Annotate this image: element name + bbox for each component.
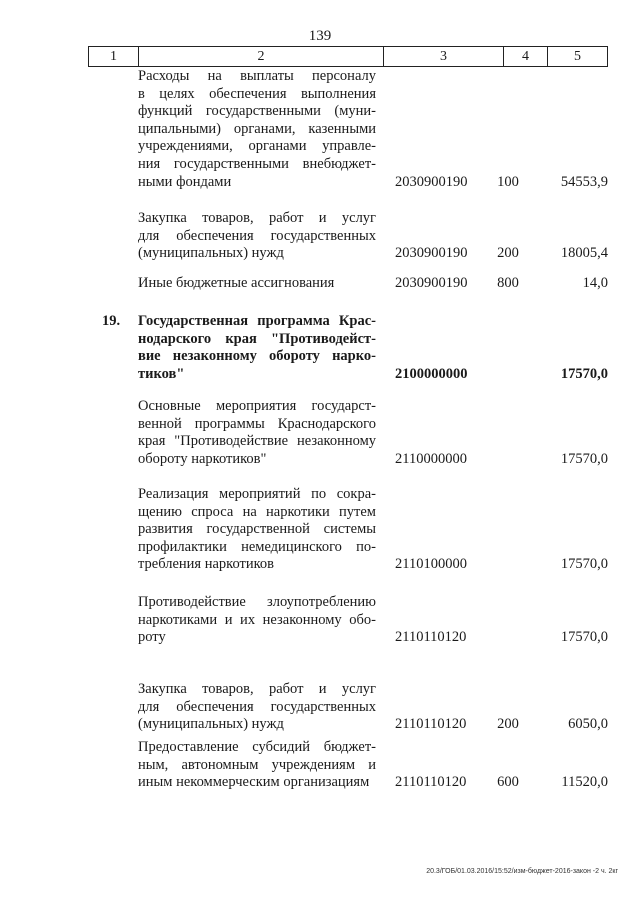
row-expense-type: 200	[497, 245, 519, 262]
row-number: 19.	[102, 313, 121, 329]
row-name-line: ципальными) органами, казенными	[138, 120, 376, 137]
row-name-line: в целях обеспечения выполнения	[138, 85, 376, 102]
table-row	[88, 739, 608, 792]
row-name-line: венной программы Краснодарского	[138, 415, 376, 432]
row-name-line: Государственная программа Крас-	[138, 313, 376, 329]
table-row	[88, 594, 608, 647]
row-expense-type: 100	[497, 173, 519, 190]
row-name	[138, 739, 376, 792]
table-row	[88, 210, 608, 263]
table-row	[88, 68, 608, 191]
row-name-line: роту	[138, 629, 166, 646]
table-row	[88, 398, 608, 468]
row-code: 2030900190	[395, 275, 468, 291]
row-code: 2110100000	[395, 556, 467, 573]
row-amount: 17570,0	[560, 556, 608, 573]
row-expense-type: 800	[497, 275, 519, 291]
row-name-line: Иные бюджетные ассигнования	[138, 275, 335, 291]
header-col-1: 1	[88, 47, 138, 66]
row-name-line: для обеспечения государственных	[138, 227, 376, 244]
row-code: 2110110120	[395, 629, 467, 646]
row-name	[138, 313, 376, 383]
row-name-line: для обеспечения государственных	[138, 698, 376, 715]
header-col-4: 4	[503, 47, 547, 66]
row-code: 2110110120	[395, 716, 467, 733]
row-name-line: нодарского края "Противодейст-	[138, 330, 376, 347]
row-name-line: тиков"	[138, 365, 185, 382]
row-name	[138, 210, 376, 263]
header-col-3: 3	[383, 47, 503, 66]
row-name	[138, 398, 376, 468]
row-amount: 11520,0	[561, 774, 608, 791]
row-name-line: Закупка товаров, работ и услуг	[138, 210, 376, 226]
row-amount: 14,0	[582, 275, 608, 291]
row-name-line: ным, автономным учреждениям и	[138, 756, 376, 773]
row-name-line: (муниципальных) нужд	[138, 245, 284, 262]
row-name	[138, 275, 376, 293]
row-name-line: наркотиками и их незаконному обо-	[138, 611, 376, 628]
table-row	[88, 486, 608, 574]
row-expense-type: 200	[497, 716, 519, 733]
row-name-line: ными фондами	[138, 173, 232, 190]
table-row	[88, 275, 608, 293]
page-number: 139	[308, 28, 332, 44]
row-name-line: Противодействие злоупотреблению	[138, 594, 376, 610]
row-code: 2030900190	[395, 245, 468, 262]
table-header	[88, 46, 608, 67]
row-name-line: Предоставление субсидий бюджет-	[138, 739, 376, 755]
row-code: 2110110120	[395, 774, 467, 791]
row-amount: 17570,0	[560, 365, 608, 382]
row-expense-type: 600	[497, 774, 519, 791]
row-amount: 6050,0	[568, 716, 608, 733]
row-name-line: учреждениями, органами управле-	[138, 138, 376, 155]
row-name-line: Расходы на выплаты персоналу	[138, 68, 376, 84]
row-name	[138, 68, 376, 191]
row-name-line: края "Противодействие незаконному	[138, 433, 376, 450]
row-code: 2100000000	[395, 365, 468, 382]
row-amount: 18005,4	[560, 245, 608, 262]
row-amount: 54553,9	[560, 173, 608, 190]
row-name-line: Закупка товаров, работ и услуг	[138, 681, 376, 697]
row-name	[138, 486, 376, 574]
row-name-line: требления наркотиков	[138, 556, 275, 573]
row-name-line: ния государственными внебюджет-	[138, 155, 376, 172]
row-name-line: Основные мероприятия государст-	[138, 398, 376, 414]
row-code: 2110000000	[395, 450, 467, 467]
header-col-5: 5	[547, 47, 608, 66]
row-name	[138, 681, 376, 734]
row-name-line: развития государственной системы	[138, 521, 376, 538]
row-name-line: функций государственными (муни-	[138, 103, 376, 120]
row-name-line: Реализация мероприятий по сокра-	[138, 486, 376, 502]
row-code: 2030900190	[395, 173, 468, 190]
table-row	[88, 313, 608, 383]
row-name-line: профилактики немедицинского по-	[138, 538, 376, 555]
row-amount: 17570,0	[560, 629, 608, 646]
row-name-line: иным некоммерческим организациям	[138, 774, 370, 791]
row-name-line: обороту наркотиков"	[138, 450, 267, 467]
footer-stamp: 20.3/ГОБ/01.03.2016/15:52/изм-бюджет-2016-закон -2 ч. 2кг	[426, 868, 618, 875]
header-col-2: 2	[138, 47, 383, 66]
row-name-line: (муниципальных) нужд	[138, 716, 284, 733]
row-name-line: вие незаконному обороту нарко-	[138, 348, 376, 365]
table-row	[88, 681, 608, 734]
row-amount: 17570,0	[560, 450, 608, 467]
row-name	[138, 594, 376, 647]
row-name-line: щению спроса на наркотики путем	[138, 503, 376, 520]
